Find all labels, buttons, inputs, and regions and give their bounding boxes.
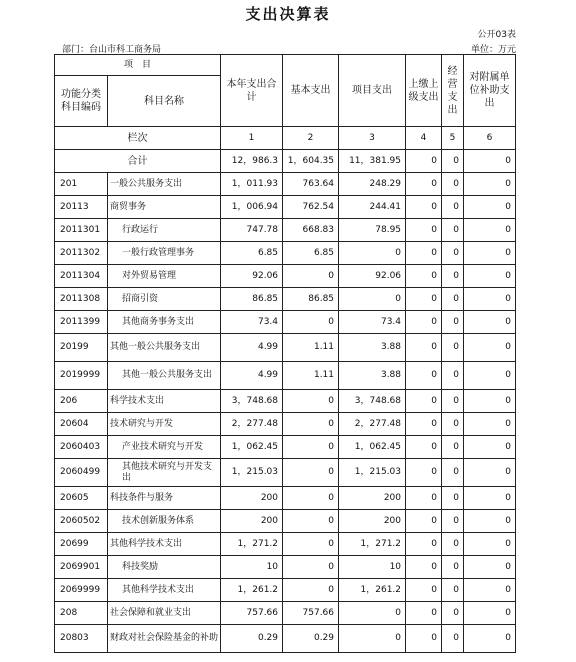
- amount-total-cell: 86.85: [221, 288, 283, 311]
- table-row: [55, 533, 516, 556]
- col-index-3: 3: [339, 127, 406, 150]
- form-number: 公开03表: [477, 30, 516, 40]
- subject-name-cell: 产业技术研究与开发: [108, 436, 221, 459]
- amount-project-cell: 1，271.2: [339, 533, 406, 556]
- amount-subsidy-cell: 0: [464, 334, 516, 362]
- amount-subsidy-cell: 0: [464, 533, 516, 556]
- table-row: [55, 556, 516, 579]
- amount-project-cell: 0: [339, 242, 406, 265]
- amount-total-cell: 757.66: [221, 602, 283, 625]
- subject-name-cell: 财政对社会保险基金的补助: [108, 625, 221, 653]
- subject-name-cell: 其他技术研究与开发支出: [108, 459, 221, 487]
- amount-upper-cell: 0: [406, 556, 442, 579]
- amount-subsidy-cell: 0: [464, 311, 516, 334]
- subject-name-cell: 其他科学技术支出: [108, 533, 221, 556]
- amount-basic-cell: 0: [283, 510, 339, 533]
- subject-name-cell: 科技奖励: [108, 556, 221, 579]
- subject-name-cell: 其他一般公共服务支出: [108, 334, 221, 362]
- amount-total-cell: 4.99: [221, 334, 283, 362]
- amount-basic-cell: 762.54: [283, 196, 339, 219]
- func-code-cell: 208: [55, 602, 108, 625]
- amount-project-cell: 10: [339, 556, 406, 579]
- amount-upper-cell: 0: [406, 196, 442, 219]
- amount-basic-cell: 0.29: [283, 625, 339, 653]
- amount-subsidy-cell: 0: [464, 510, 516, 533]
- amount-project-cell: 1，062.45: [339, 436, 406, 459]
- func-code-cell: 2011302: [55, 242, 108, 265]
- amount-upper-cell: 0: [406, 510, 442, 533]
- col-project-header: 项目支出: [339, 55, 406, 127]
- amount-upper-cell: 0: [406, 459, 442, 487]
- table-row: [55, 196, 516, 219]
- expenditure-table: [54, 54, 516, 653]
- func-code-cell: 20604: [55, 413, 108, 436]
- col-total-header: 本年支出合计: [221, 55, 283, 127]
- amount-upper-cell: 0: [406, 625, 442, 653]
- subject-name-cell: 其他一般公共服务支出: [108, 362, 221, 390]
- table-row: [55, 510, 516, 533]
- amount-total-cell: 2，277.48: [221, 413, 283, 436]
- table-row: [55, 602, 516, 625]
- col-index-1: 1: [221, 127, 283, 150]
- amount-total-cell: 200: [221, 487, 283, 510]
- func-code-cell: 2011308: [55, 288, 108, 311]
- amount-upper-cell: 0: [406, 219, 442, 242]
- total-col-subsidy: 0: [464, 150, 516, 173]
- amount-project-cell: 200: [339, 510, 406, 533]
- table-row: [55, 219, 516, 242]
- amount-total-cell: 73.4: [221, 311, 283, 334]
- func-code-cell: 2011399: [55, 311, 108, 334]
- func-code-cell: 2011304: [55, 265, 108, 288]
- subject-name-cell: 商贸事务: [108, 196, 221, 219]
- amount-project-cell: 92.06: [339, 265, 406, 288]
- subject-name-cell: 其他商务事务支出: [108, 311, 221, 334]
- amount-project-cell: 244.41: [339, 196, 406, 219]
- amount-basic-cell: 0: [283, 579, 339, 602]
- subject-name-cell: 社会保障和就业支出: [108, 602, 221, 625]
- subject-name-cell: 技术创新服务体系: [108, 510, 221, 533]
- amount-total-cell: 1，271.2: [221, 533, 283, 556]
- amount-basic-cell: 0: [283, 556, 339, 579]
- table-row: [55, 334, 516, 362]
- amount-subsidy-cell: 0: [464, 579, 516, 602]
- total-col-basic: 1，604.35: [283, 150, 339, 173]
- col-index-5: 5: [442, 127, 464, 150]
- amount-business-cell: 0: [442, 579, 464, 602]
- table-row: [55, 265, 516, 288]
- amount-total-cell: 92.06: [221, 265, 283, 288]
- amount-subsidy-cell: 0: [464, 625, 516, 653]
- table-row: [55, 288, 516, 311]
- amount-basic-cell: 763.64: [283, 173, 339, 196]
- amount-upper-cell: 0: [406, 413, 442, 436]
- amount-business-cell: 0: [442, 311, 464, 334]
- amount-upper-cell: 0: [406, 288, 442, 311]
- col-upper-header: 上缴上级支出: [406, 55, 442, 127]
- amount-basic-cell: 0: [283, 413, 339, 436]
- amount-subsidy-cell: 0: [464, 390, 516, 413]
- amount-basic-cell: 86.85: [283, 288, 339, 311]
- func-code-cell: 20113: [55, 196, 108, 219]
- amount-upper-cell: 0: [406, 173, 442, 196]
- col-index-6: 6: [464, 127, 516, 150]
- amount-subsidy-cell: 0: [464, 436, 516, 459]
- amount-business-cell: 0: [442, 510, 464, 533]
- amount-basic-cell: 1.11: [283, 334, 339, 362]
- amount-subsidy-cell: 0: [464, 413, 516, 436]
- amount-upper-cell: 0: [406, 334, 442, 362]
- amount-project-cell: 78.95: [339, 219, 406, 242]
- amount-project-cell: 1，261.2: [339, 579, 406, 602]
- amount-project-cell: 3.88: [339, 334, 406, 362]
- amount-upper-cell: 0: [406, 436, 442, 459]
- department-label: 部门：台山市科工商务局: [62, 45, 162, 55]
- func-code-cell: 2019999: [55, 362, 108, 390]
- amount-business-cell: 0: [442, 459, 464, 487]
- amount-total-cell: 1，006.94: [221, 196, 283, 219]
- amount-project-cell: 1，215.03: [339, 459, 406, 487]
- amount-business-cell: 0: [442, 173, 464, 196]
- col-subsidy-header: 对附属单位补助支出: [464, 55, 516, 127]
- col-index-2: 2: [283, 127, 339, 150]
- amount-total-cell: 1，215.03: [221, 459, 283, 487]
- amount-total-cell: 1，261.2: [221, 579, 283, 602]
- total-row: [55, 150, 516, 173]
- col-business-header: 经营支出: [442, 55, 464, 127]
- func-code-cell: 2069901: [55, 556, 108, 579]
- amount-project-cell: 2，277.48: [339, 413, 406, 436]
- amount-total-cell: 0.29: [221, 625, 283, 653]
- func-code-cell: 2060502: [55, 510, 108, 533]
- table-row: [55, 311, 516, 334]
- amount-project-cell: 3，748.68: [339, 390, 406, 413]
- amount-business-cell: 0: [442, 362, 464, 390]
- amount-upper-cell: 0: [406, 579, 442, 602]
- func-code-header: 功能分类科目编码: [55, 76, 108, 127]
- amount-upper-cell: 0: [406, 265, 442, 288]
- amount-subsidy-cell: 0: [464, 556, 516, 579]
- unit-label: 单位：万元: [470, 45, 516, 55]
- amount-basic-cell: 0: [283, 533, 339, 556]
- total-col-total: 12，986.3: [221, 150, 283, 173]
- amount-total-cell: 1，062.45: [221, 436, 283, 459]
- amount-upper-cell: 0: [406, 533, 442, 556]
- table-row: [55, 487, 516, 510]
- amount-business-cell: 0: [442, 242, 464, 265]
- total-label: 合计: [55, 150, 221, 173]
- row-index-label: 栏次: [55, 127, 221, 150]
- total-col-project: 11，381.95: [339, 150, 406, 173]
- table-row: [55, 579, 516, 602]
- func-code-cell: 20803: [55, 625, 108, 653]
- subject-name-cell: 对外贸易管理: [108, 265, 221, 288]
- amount-total-cell: 200: [221, 510, 283, 533]
- amount-total-cell: 6.85: [221, 242, 283, 265]
- amount-subsidy-cell: 0: [464, 196, 516, 219]
- amount-project-cell: 248.29: [339, 173, 406, 196]
- table-row: [55, 436, 516, 459]
- amount-upper-cell: 0: [406, 242, 442, 265]
- amount-basic-cell: 0: [283, 459, 339, 487]
- amount-business-cell: 0: [442, 602, 464, 625]
- amount-project-cell: 3.88: [339, 362, 406, 390]
- amount-basic-cell: 6.85: [283, 242, 339, 265]
- amount-upper-cell: 0: [406, 487, 442, 510]
- amount-business-cell: 0: [442, 556, 464, 579]
- table-row: [55, 413, 516, 436]
- amount-upper-cell: 0: [406, 390, 442, 413]
- amount-subsidy-cell: 0: [464, 602, 516, 625]
- amount-subsidy-cell: 0: [464, 288, 516, 311]
- amount-basic-cell: 1.11: [283, 362, 339, 390]
- amount-subsidy-cell: 0: [464, 265, 516, 288]
- amount-business-cell: 0: [442, 334, 464, 362]
- amount-upper-cell: 0: [406, 311, 442, 334]
- amount-business-cell: 0: [442, 533, 464, 556]
- amount-business-cell: 0: [442, 196, 464, 219]
- amount-basic-cell: 0: [283, 265, 339, 288]
- table-body: [55, 150, 516, 653]
- amount-basic-cell: 0: [283, 390, 339, 413]
- amount-business-cell: 0: [442, 487, 464, 510]
- amount-project-cell: 0: [339, 602, 406, 625]
- amount-basic-cell: 0: [283, 487, 339, 510]
- subject-name-cell: 其他科学技术支出: [108, 579, 221, 602]
- amount-subsidy-cell: 0: [464, 362, 516, 390]
- func-code-cell: 206: [55, 390, 108, 413]
- func-code-cell: 2069999: [55, 579, 108, 602]
- amount-business-cell: 0: [442, 288, 464, 311]
- func-code-cell: 2011301: [55, 219, 108, 242]
- amount-business-cell: 0: [442, 436, 464, 459]
- item-group-header: 项 目: [55, 55, 221, 76]
- subject-name-cell: 科学技术支出: [108, 390, 221, 413]
- col-basic-header: 基本支出: [283, 55, 339, 127]
- subject-name-cell: 一般行政管理事务: [108, 242, 221, 265]
- table-row: [55, 173, 516, 196]
- amount-basic-cell: 757.66: [283, 602, 339, 625]
- func-code-cell: 201: [55, 173, 108, 196]
- subject-name-cell: 一般公共服务支出: [108, 173, 221, 196]
- page-title: 支出决算表: [245, 5, 331, 23]
- subject-name-cell: 招商引资: [108, 288, 221, 311]
- amount-business-cell: 0: [442, 219, 464, 242]
- amount-total-cell: 747.78: [221, 219, 283, 242]
- func-code-cell: 2060403: [55, 436, 108, 459]
- amount-business-cell: 0: [442, 625, 464, 653]
- amount-total-cell: 3，748.68: [221, 390, 283, 413]
- func-code-cell: 2060499: [55, 459, 108, 487]
- table-row: [55, 362, 516, 390]
- subject-name-cell: 技术研究与开发: [108, 413, 221, 436]
- amount-subsidy-cell: 0: [464, 173, 516, 196]
- amount-upper-cell: 0: [406, 362, 442, 390]
- total-col-upper: 0: [406, 150, 442, 173]
- amount-basic-cell: 668.83: [283, 219, 339, 242]
- amount-total-cell: 4.99: [221, 362, 283, 390]
- col-index-4: 4: [406, 127, 442, 150]
- amount-subsidy-cell: 0: [464, 459, 516, 487]
- amount-business-cell: 0: [442, 265, 464, 288]
- amount-business-cell: 0: [442, 390, 464, 413]
- table-row: [55, 390, 516, 413]
- subject-name-cell: 行政运行: [108, 219, 221, 242]
- amount-project-cell: 0: [339, 625, 406, 653]
- amount-subsidy-cell: 0: [464, 487, 516, 510]
- amount-basic-cell: 0: [283, 311, 339, 334]
- table-row: [55, 625, 516, 653]
- amount-project-cell: 200: [339, 487, 406, 510]
- amount-business-cell: 0: [442, 413, 464, 436]
- amount-project-cell: 73.4: [339, 311, 406, 334]
- func-code-cell: 20199: [55, 334, 108, 362]
- table-row: [55, 459, 516, 487]
- amount-upper-cell: 0: [406, 602, 442, 625]
- amount-subsidy-cell: 0: [464, 242, 516, 265]
- amount-total-cell: 1，011.93: [221, 173, 283, 196]
- total-col-business: 0: [442, 150, 464, 173]
- subject-name-header: 科目名称: [108, 76, 221, 127]
- amount-basic-cell: 0: [283, 436, 339, 459]
- func-code-cell: 20605: [55, 487, 108, 510]
- subject-name-cell: 科技条件与服务: [108, 487, 221, 510]
- amount-total-cell: 10: [221, 556, 283, 579]
- func-code-cell: 20699: [55, 533, 108, 556]
- amount-project-cell: 0: [339, 288, 406, 311]
- table-row: [55, 242, 516, 265]
- amount-subsidy-cell: 0: [464, 219, 516, 242]
